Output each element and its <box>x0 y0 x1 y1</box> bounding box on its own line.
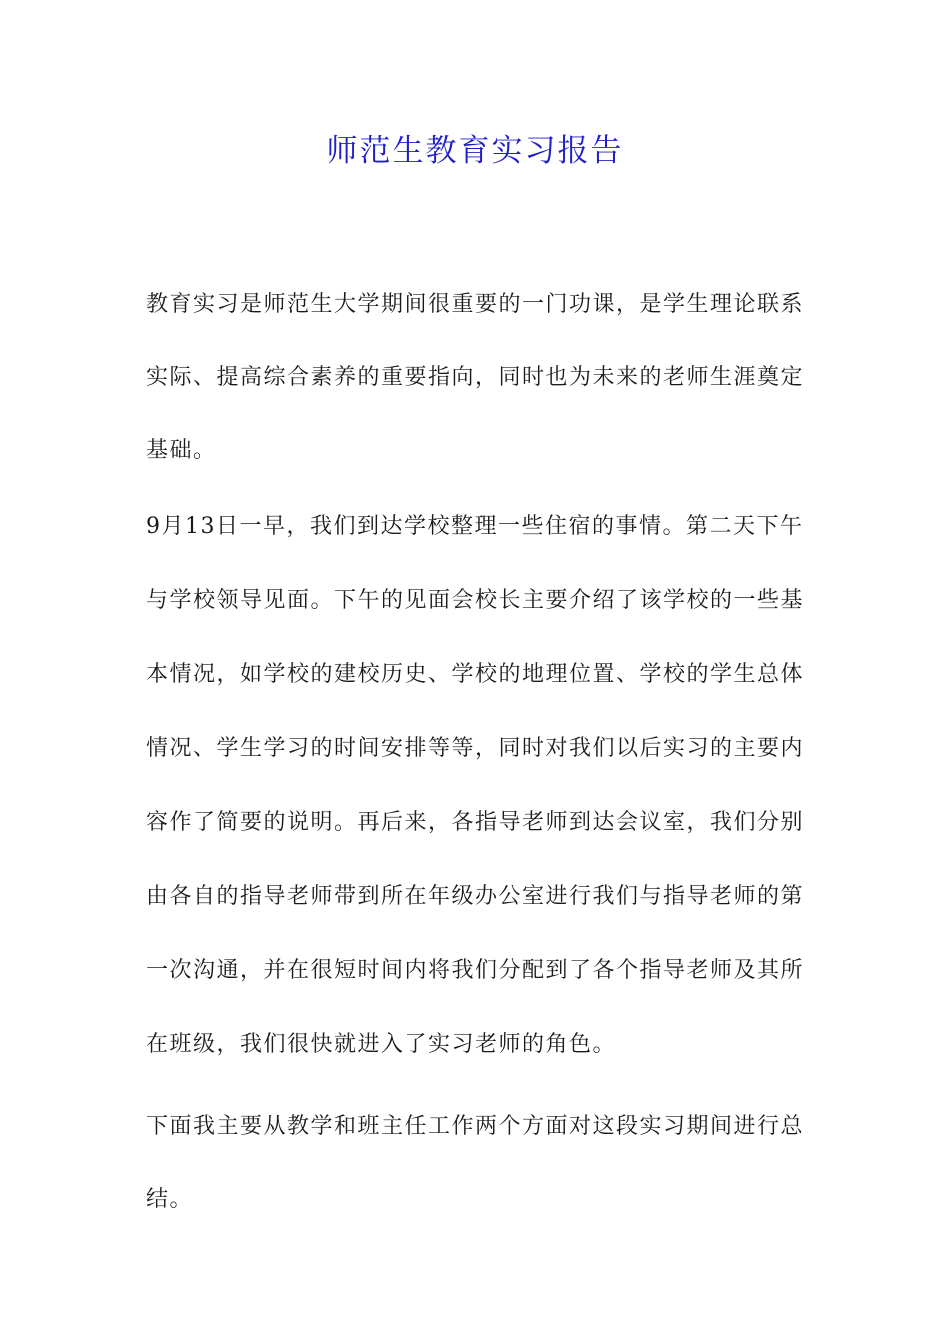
paragraph-arrival: 9月13日一早，我们到达学校整理一些住宿的事情。第二天下午与学校领导见面。下午的见面会校长主要介绍了该学校的一些基本情况，如学校的建校历史、学校的地理位置、学校的学生总体情况、学生学习的时间安排等等，同时对我们以后实习的主要内容作了简要的说明。再后来，各指导老师到达会议室，我们分别由各自的指导老师带到所在年级办公室进行我们与指导老师的第一次沟通，并在很短时间内将我们分配到了各个指导老师及其所在班级，我们很快就进入了实习老师的角色。 <box>146 514 805 1057</box>
paragraph-summary: 下面我主要从教学和班主任工作两个方面对这段实习期间进行总结。 <box>146 1114 805 1212</box>
document-title: 师范生教育实习报告 <box>326 133 624 169</box>
paragraph-intro: 教育实习是师范生大学期间很重要的一门功课，是学生理论联系实际、提高综合素养的重要指向，同时也为未来的老师生涯奠定基础。 <box>146 292 805 463</box>
